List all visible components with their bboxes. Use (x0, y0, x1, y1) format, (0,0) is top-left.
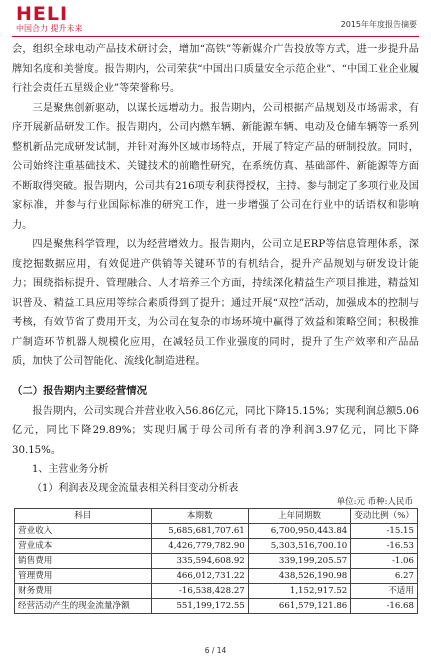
row-label: 销售费用 (15, 554, 152, 569)
table-row (15, 524, 418, 539)
table-row (15, 539, 418, 554)
heli-logo: HELI (16, 3, 69, 25)
header-divider (12, 36, 419, 37)
prior-period-value: 339,199,205.57 (248, 554, 350, 569)
row-label: 营业成本 (15, 539, 152, 554)
prior-period-value: 5,303,516,700.10 (248, 539, 350, 554)
table-row (15, 569, 418, 584)
subsection-heading: 1、主营业务分析 (32, 464, 109, 475)
prior-period-value: 661,579,121.86 (248, 599, 350, 614)
prior-period-value: 1,152,917.52 (248, 584, 350, 599)
document-title: 2015年年度报告摘要 (340, 20, 417, 29)
table-header-row (15, 509, 418, 524)
change-ratio: -15.15 (351, 524, 418, 539)
current-period-value: 466,012,731.22 (151, 569, 248, 584)
paragraph-innovation: 三是聚焦创新驱动，以谋长远增动力。报告期内，公司根据产品规划及市场需求，有序开展新品研发工作。报告期内，公司内燃车辆、新能源车辆、电动及仓储车辆等一系列整机新品完成研发试制，并针对海外区域市场特点，开展了特定产品的研制投放。同时，公司始终注重基础技术、关键技术的前瞻性研究，在系统仿真、基础部件、新能源等方面不断取得突破。报告期内，公司共有216项专利获得授权，主持、参与制定了多项行业及国家标准，并参与行业国际标准的研究工作，进一步增强了公司在行业中的话语权和影响力。 (12, 102, 419, 231)
column-header: 上年同期数 (248, 509, 350, 524)
current-period-value: 4,426,779,782.90 (151, 539, 248, 554)
change-ratio: 不适用 (351, 584, 418, 599)
paragraph-continued: 会，组织全球电动产品技术研讨会，增加“高铁”等新媒介广告投放等方式，进一步提升品牌知名度和美誉度。报告期内，公司荣获“中国出口质量安全示范企业”、“中国工业企业履行社会责任五星级企业”等荣誉称号。 (12, 44, 419, 94)
row-label: 管理费用 (15, 569, 152, 584)
table-row (15, 554, 418, 569)
change-ratio: -1.06 (351, 554, 418, 569)
change-ratio: -16.53 (351, 539, 418, 554)
company-slogan: 中国合力 提升未来 (16, 24, 83, 33)
column-header: 本期数 (151, 509, 248, 524)
current-period-value: 551,199,172.55 (151, 599, 248, 614)
section-title: （二）报告期内主要经营情况 (12, 384, 148, 397)
change-ratio: 6.27 (351, 569, 418, 584)
page-header (0, 0, 431, 36)
row-label: 营业收入 (15, 524, 152, 539)
row-label: 财务费用 (15, 584, 152, 599)
current-period-value: -16,538,428.27 (151, 584, 248, 599)
page-content (12, 40, 419, 614)
section-summary: 报告期内，公司实现合并营业收入56.86亿元，同比下降15.15%；实现利润总额5.06亿元，同比下降29.89%；实现归属于母公司所有者的净利润3.97亿元，同比下降30.15%。 (12, 405, 419, 456)
prior-period-value: 6,700,950,443.84 (248, 524, 350, 539)
table-caption: （1）利润表及现金流量表相关科目变动分析表 (32, 483, 239, 494)
column-header: 科目 (15, 509, 152, 524)
table-unit: 单位:元 币种:人民币 (336, 497, 413, 507)
column-header: 变动比例（%） (351, 509, 418, 524)
table-row (15, 599, 418, 614)
prior-period-value: 438,526,190.98 (248, 569, 350, 584)
change-ratio: -16.68 (351, 599, 418, 614)
current-period-value: 5,685,681,707.61 (151, 524, 248, 539)
financial-change-table (14, 508, 418, 614)
table-row (15, 584, 418, 599)
current-period-value: 335,594,608.92 (151, 554, 248, 569)
page-number: 6 / 14 (204, 646, 227, 655)
row-label: 经营活动产生的现金流量净额 (15, 599, 152, 614)
paragraph-management: 四是聚焦科学管理，以为经营增效力。报告期内，公司立足ERP等信息管理体系，深度挖掘数据应用，有效促进产供销等关键环节的有机结合，提升产品规划与研发设计能力；围绕指标提升、管理融合、人才培养三个方面，持续深化精益生产项目推进，精益知识普及、精益工具应用等综合素质得到了提升；通过开展“双控”活动，加强成本的控制与考核，有效节省了费用开支，为公司在复杂的市场环境中赢得了效益和策略空间；积极推广制造环节机器人规模化应用，在减轻员工作业强度的同时，提升了生产效率和产品品质，加快了公司智能化、流线化制造进程。 (12, 239, 419, 367)
